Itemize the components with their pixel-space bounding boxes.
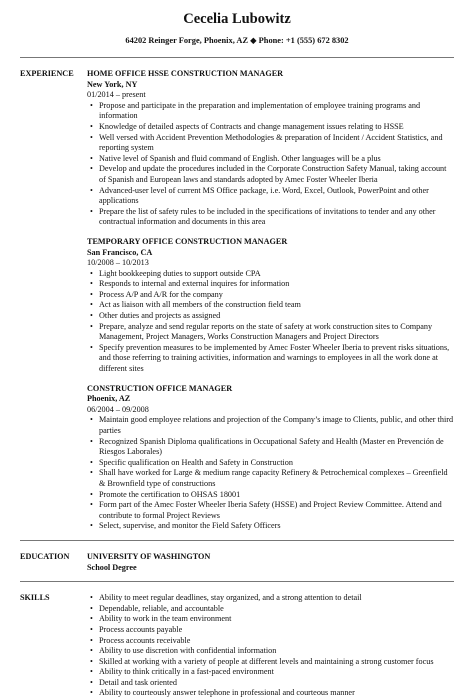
job-bullets bbox=[87, 269, 454, 375]
skill-item: • Process accounts payable bbox=[87, 625, 454, 636]
school-name: UNIVERSITY OF WASHINGTON bbox=[87, 551, 211, 561]
job-dates: 10/2008 – 10/2013 bbox=[87, 258, 149, 268]
job-bullet: • Maintain good employee relations and projection of the Company’s image to Clients, public, and other third parties bbox=[87, 415, 454, 436]
job-bullet: • Select, supervise, and monitor the Field Safety Officers bbox=[87, 521, 454, 532]
skill-item: • Ability to use discretion with confidential information bbox=[87, 646, 454, 657]
job-bullet: • Act as liaison with all members of the construction field team bbox=[87, 300, 454, 311]
degree: School Degree bbox=[87, 562, 137, 572]
job-bullet: • Prepare the list of safety rules to be included in the specifications of invitations to tender and any other contractual information and documents in this area bbox=[87, 207, 454, 228]
job-bullet: • Prepare, analyze and send regular reports on the state of safety at work construction sites to Company Management, Project Managers, Works Construction Managers and Project Directors bbox=[87, 322, 454, 343]
job-bullet: • Native level of Spanish and fluid command of English. Other languages will be a plus bbox=[87, 154, 454, 165]
job-entry bbox=[87, 69, 454, 228]
skills-section bbox=[20, 593, 454, 699]
job-bullets bbox=[87, 415, 454, 532]
job-entry bbox=[87, 384, 454, 532]
divider bbox=[20, 57, 454, 58]
job-bullet: • Specify prevention measures to be implemented by Amec Foster Wheeler Iberia to prevent risks situations, and those referring to training activities, information and warnings to employees in all the work done at different sites bbox=[87, 343, 454, 375]
job-bullet: • Develop and update the procedures included in the Corporate Construction Safety Manual, taking account of Spanish and European laws and standards adopted by Amec Foster Wheeler Iberia bbox=[87, 164, 454, 185]
skills-body bbox=[87, 593, 454, 699]
job-location: New York, NY bbox=[87, 79, 138, 89]
job-bullet: • Specific qualification on Health and Safety in Construction bbox=[87, 458, 454, 469]
education-section bbox=[20, 552, 454, 573]
experience-section bbox=[20, 69, 454, 532]
job-bullet: • Knowledge of detailed aspects of Contracts and change management issues relating to HSSE bbox=[87, 122, 454, 133]
job-title: CONSTRUCTION OFFICE MANAGER bbox=[87, 383, 233, 393]
skill-item: • Ability to meet regular deadlines, stay organized, and a strong attention to detail bbox=[87, 593, 454, 604]
skill-item: • Dependable, reliable, and accountable bbox=[87, 604, 454, 615]
job-dates: 01/2014 – present bbox=[87, 90, 146, 100]
divider bbox=[20, 540, 454, 541]
job-bullet: • Process A/P and A/R for the company bbox=[87, 290, 454, 301]
job-bullet: • Responds to internal and external inquires for information bbox=[87, 279, 454, 290]
skill-item: • Ability to work in the team environment bbox=[87, 614, 454, 625]
job-entry bbox=[87, 237, 454, 375]
experience-body bbox=[87, 69, 454, 532]
job-bullet: • Shall have worked for Large & medium range capacity Refinery & Petrochemical complexes – Greenfield & Brownfield type of constructions bbox=[87, 468, 454, 489]
job-location: Phoenix, AZ bbox=[87, 394, 131, 404]
section-label-skills: SKILLS bbox=[20, 593, 50, 603]
divider bbox=[20, 581, 454, 582]
skill-item: • Skilled at working with a variety of people at different levels and maintaining a strong customer focus bbox=[87, 657, 454, 668]
skill-item: • Detail and task oriented bbox=[87, 678, 454, 689]
skill-item: • Process accounts receivable bbox=[87, 636, 454, 647]
job-bullet: • Propose and participate in the preparation and implementation of employee training programs and information bbox=[87, 101, 454, 122]
skill-item: • Ability to courteously answer telephone in professional and courteous manner bbox=[87, 688, 454, 699]
section-label-experience: EXPERIENCE bbox=[20, 69, 74, 78]
job-location: San Francisco, CA bbox=[87, 247, 153, 257]
candidate-name: Cecelia Lubowitz bbox=[183, 11, 291, 27]
skill-item: • Ability to think critically in a fast-paced environment bbox=[87, 667, 454, 678]
job-bullet: • Light bookkeeping duties to support outside CPA bbox=[87, 269, 454, 280]
job-bullet: • Form part of the Amec Foster Wheeler Iberia Safety (HSSE) and Project Review Committee. Attend and contribute to formal Project Reviews bbox=[87, 500, 454, 521]
job-title: HOME OFFICE HSSE CONSTRUCTION MANAGER bbox=[87, 69, 284, 78]
job-title: TEMPORARY OFFICE CONSTRUCTION MANAGER bbox=[87, 236, 288, 246]
job-bullet: • Promote the certification to OHSAS 18001 bbox=[87, 490, 454, 501]
education-body bbox=[87, 552, 454, 573]
contact-line: 64202 Reinger Forge, Phoenix, AZ ◆ Phone: +1 (555) 672 8302 bbox=[125, 36, 349, 45]
job-bullet: • Advanced-user level of current MS Office package, i.e. Word, Excel, Outlook, PowerPoint and other applications bbox=[87, 186, 454, 207]
job-bullet: • Well versed with Accident Prevention Methodologies & preparation of Incident / Accident Statistics, and reporting system bbox=[87, 133, 454, 154]
job-dates: 06/2004 – 09/2008 bbox=[87, 404, 149, 414]
section-label-education: EDUCATION bbox=[20, 551, 70, 561]
skills-list bbox=[87, 593, 454, 699]
job-bullet: • Other duties and projects as assigned bbox=[87, 311, 454, 322]
job-bullet: • Recognized Spanish Diploma qualifications in Occupational Safety and Health (Master en Prevención de Riesgos Laborales) bbox=[87, 437, 454, 458]
job-bullets bbox=[87, 101, 454, 228]
